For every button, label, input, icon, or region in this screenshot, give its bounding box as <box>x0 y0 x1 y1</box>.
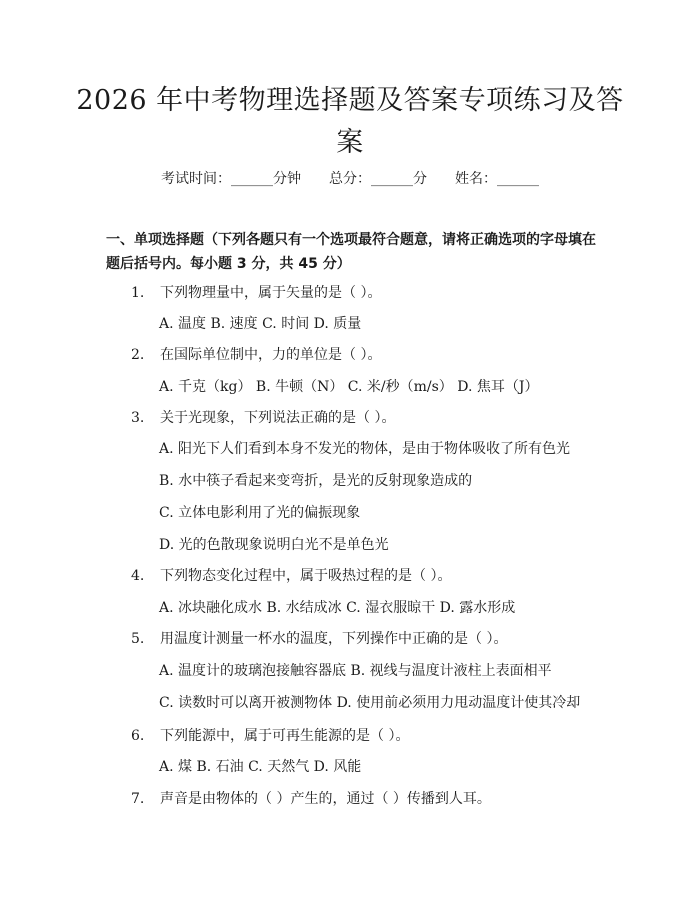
question-options: A. 千克（kg） B. 牛顿（N） C. 米/秒（m/s） D. 焦耳（J） <box>159 379 539 395</box>
question-stem: 在国际单位制中，力的单位是（ ）。 <box>160 347 382 363</box>
question-item <box>131 345 381 365</box>
question-option-a: A. 阳光下人们看到本身不发光的物体，是由于物体吸收了所有色光 <box>159 441 571 457</box>
question-option-d: D. 光的色散现象说明白光不是单色光 <box>159 537 389 553</box>
question-number: 5. <box>131 631 145 647</box>
student-name-field: 姓名：______ <box>455 171 539 187</box>
total-score-field: 总分：______分 <box>329 171 427 187</box>
question-options: A. 温度 B. 速度 C. 时间 D. 质量 <box>159 316 362 332</box>
exam-info-line <box>0 169 700 189</box>
exam-time-field: 考试时间：______分钟 <box>161 171 301 187</box>
page-title <box>70 80 630 164</box>
question-number: 1. <box>131 285 145 301</box>
question-options-ab: A. 温度计的玻璃泡接触容器底 B. 视线与温度计液柱上表面相平 <box>159 663 552 679</box>
question-number: 6. <box>131 728 145 744</box>
question-option-c: C. 立体电影利用了光的偏振现象 <box>159 505 361 521</box>
question-option-b: B. 水中筷子看起来变弯折，是光的反射现象造成的 <box>159 473 473 489</box>
question-stem: 下列能源中，属于可再生能源的是（ ）。 <box>160 728 410 744</box>
question-item <box>131 789 491 809</box>
question-item <box>131 408 395 428</box>
question-stem: 下列物理量中，属于矢量的是（ ）。 <box>160 285 382 301</box>
title-line-2: 案 <box>336 127 364 158</box>
question-options-cd: C. 读数时可以离开被测物体 D. 使用前必须用力甩动温度计使其冷却 <box>159 695 581 711</box>
question-item <box>131 629 507 649</box>
title-line-1: 2026 年中考物理选择题及答案专项练习及答 <box>76 85 624 116</box>
question-item <box>131 726 409 746</box>
question-number: 2. <box>131 347 145 363</box>
question-number: 3. <box>131 410 145 426</box>
question-stem: 声音是由物体的（ ）产生的，通过（ ）传播到人耳。 <box>160 791 491 807</box>
question-stem: 关于光现象，下列说法正确的是（ ）。 <box>160 410 396 426</box>
question-stem: 用温度计测量一杯水的温度，下列操作中正确的是（ ）。 <box>160 631 508 647</box>
section-heading: 一、单项选择题（下列各题只有一个选项最符合题意，请将正确选项的字母填在题后括号内。每小题 3 分，共 45 分） <box>106 232 596 272</box>
question-number: 4. <box>131 568 145 584</box>
question-options: A. 煤 B. 石油 C. 天然气 D. 风能 <box>159 759 362 775</box>
question-item <box>131 566 451 586</box>
question-number: 7. <box>131 791 145 807</box>
question-stem: 下列物态变化过程中，属于吸热过程的是（ ）。 <box>160 568 452 584</box>
question-item <box>131 283 381 303</box>
question-options: A. 冰块融化成水 B. 水结成冰 C. 湿衣服晾干 D. 露水形成 <box>159 600 516 616</box>
